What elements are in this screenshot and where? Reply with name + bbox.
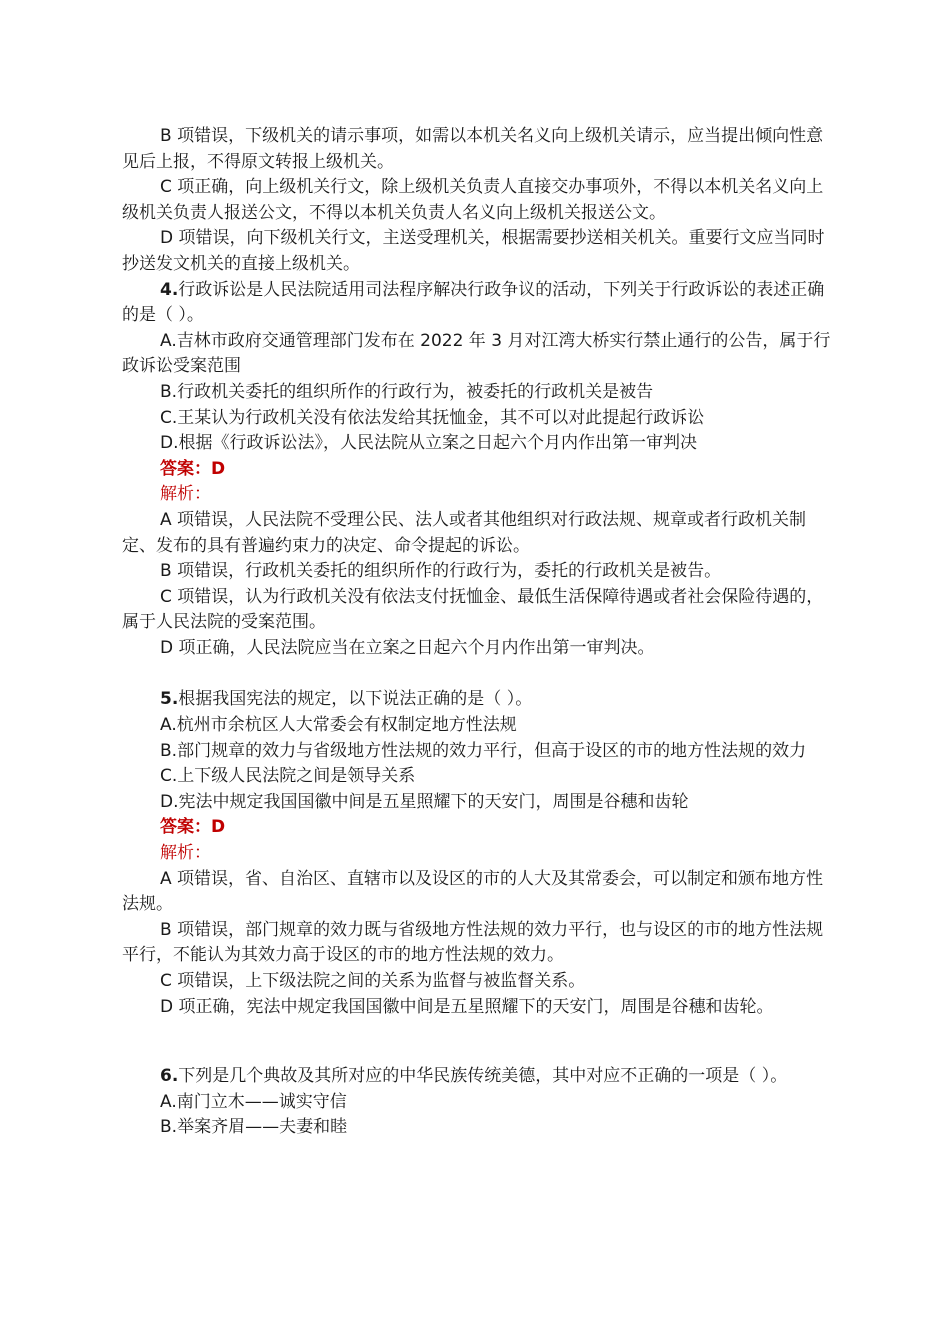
question-4-stem xyxy=(122,278,840,329)
question-6-option-a: A.南门立木——诚实守信 xyxy=(160,1091,347,1112)
question-4-explanation-c: C 项错误，认为行政机关没有依法支付抚恤金、最低生活保障待遇或者社会保险待遇的，属于人民法院的受案范围。 xyxy=(122,586,824,633)
q3-explanation-d: D 项错误，向下级机关行文，主送受理机关，根据需要抄送相关机关。重要行文应当同时抄送发文机关的直接上级机关。 xyxy=(122,228,825,274)
question-4-number: 4. xyxy=(160,279,179,300)
question-4-explanation-d: D 项正确，人民法院应当在立案之日起六个月内作出第一审判决。 xyxy=(160,637,655,658)
q3-explanation-b: B 项错误，下级机关的请示事项，如需以本机关名义向上级机关请示，应当提出倾向性意见后上报，不得原文转报上级机关。 xyxy=(122,126,824,172)
question-4-text: 行政诉讼是人民法院适用司法程序解决行政争议的活动，下列关于行政诉讼的表述正确的是（ ）。 xyxy=(122,279,825,326)
question-5-option-d: D.宪法中规定我国国徽中间是五星照耀下的天安门，周围是谷穗和齿轮 xyxy=(160,791,689,812)
question-5-option-a: A.杭州市余杭区人大常委会有权制定地方性法规 xyxy=(160,715,517,736)
q3-explanation-c: C 项正确，向上级机关行文，除上级机关负责人直接交办事项外，不得以本机关名义向上级机关负责人报送公文，不得以本机关负责人名义向上级机关报送公文。 xyxy=(122,177,824,223)
question-5-option-b: B.部门规章的效力与省级地方性法规的效力平行，但高于设区的市的地方性法规的效力 xyxy=(160,740,807,761)
question-4-explanation-a: A 项错误，人民法院不受理公民、法人或者其他组织对行政法规、规章或者行政机关制定、发布的具有普遍约束力的决定、命令提起的诉讼。 xyxy=(122,509,807,556)
document-body xyxy=(122,124,840,1141)
question-4-option-d: D.根据《行政诉讼法》，人民法院从立案之日起六个月内作出第一审判决 xyxy=(160,433,697,454)
question-6-number: 6. xyxy=(160,1066,179,1087)
spacer xyxy=(122,661,840,687)
question-5-option-c: C.上下级人民法院之间是领导关系 xyxy=(160,766,416,787)
question-4-analysis-label: 解析： xyxy=(160,484,211,505)
question-4-option-a: A.吉林市政府交通管理部门发布在 2022 年 3 月对江湾大桥实行禁止通行的公告，属于行政诉讼受案范围 xyxy=(122,330,831,377)
question-5-text: 根据我国宪法的规定，以下说法正确的是（ ）。 xyxy=(178,689,533,710)
question-5-number: 5. xyxy=(160,689,179,710)
question-4-option-b: B.行政机关委托的组织所作的行政行为，被委托的行政机关是被告 xyxy=(160,381,654,402)
question-5-stem xyxy=(122,687,840,713)
question-6-stem xyxy=(122,1064,840,1090)
spacer xyxy=(122,1020,840,1064)
question-5-answer: 答案：D xyxy=(160,817,226,838)
question-5-explanation-c: C 项错误，上下级法院之间的关系为监督与被监督关系。 xyxy=(160,971,586,991)
question-4-explanation-b: B 项错误，行政机关委托的组织所作的行政行为，委托的行政机关是被告。 xyxy=(160,561,722,582)
question-5-analysis-label: 解析： xyxy=(160,843,211,864)
question-4-option-c: C.王某认为行政机关没有依法发给其抚恤金，其不可以对此提起行政诉讼 xyxy=(160,407,705,428)
question-6-option-b: B.举案齐眉——夫妻和睦 xyxy=(160,1117,348,1138)
question-5-explanation-a: A 项错误，省、自治区、直辖市以及设区的市的人大及其常委会，可以制定和颁布地方性法规。 xyxy=(122,868,824,915)
question-4-answer: 答案：D xyxy=(160,458,226,479)
question-6-text: 下列是几个典故及其所对应的中华民族传统美德，其中对应不正确的一项是（ ）。 xyxy=(178,1066,788,1087)
question-5-explanation-d: D 项正确，宪法中规定我国国徽中间是五星照耀下的天安门，周围是谷穗和齿轮。 xyxy=(160,996,774,1017)
question-5-explanation-b: B 项错误，部门规章的效力既与省级地方性法规的效力平行，也与设区的市的地方性法规平行，不能认为其效力高于设区的市的地方性法规的效力。 xyxy=(122,919,824,966)
